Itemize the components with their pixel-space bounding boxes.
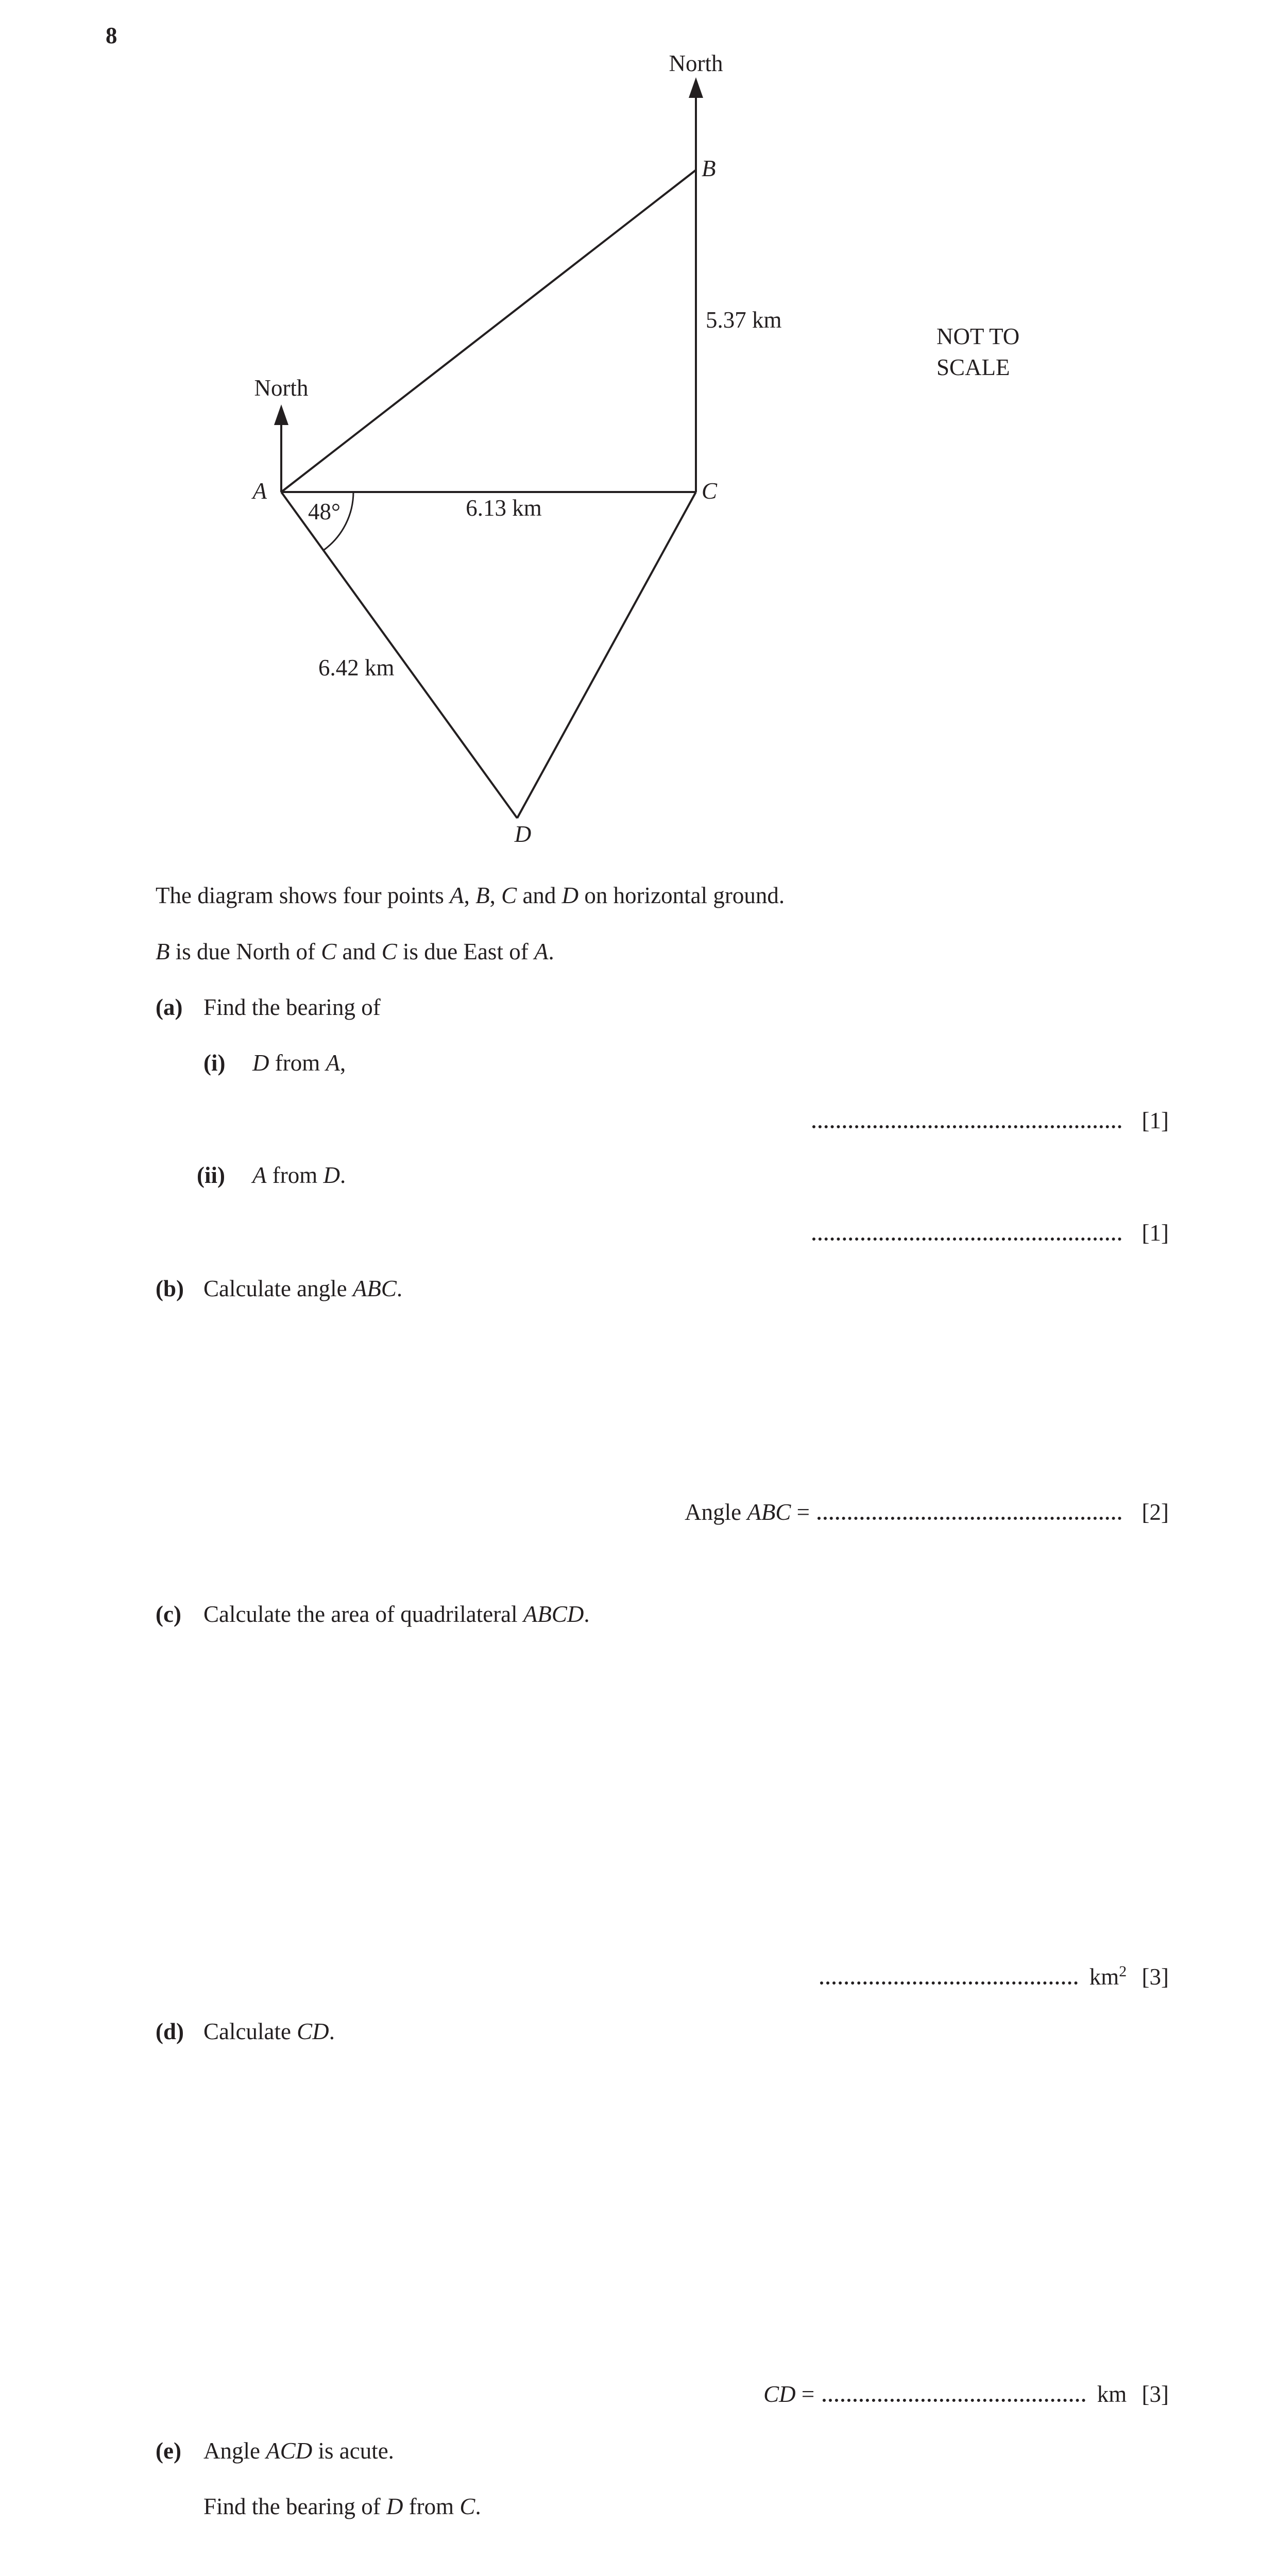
question-b-label: (b) — [156, 1276, 184, 1301]
answer-a-ii — [810, 1220, 1169, 1247]
question-a-i-text: D from A, — [252, 1050, 346, 1076]
length-label-ac: 6.13 km — [466, 495, 542, 521]
length-label-bc: 5.37 km — [706, 307, 782, 333]
intro-line-2: B is due North of C and C is due East of A. — [156, 939, 554, 964]
question-b-text: Calculate angle ABC. — [203, 1276, 403, 1301]
question-a-ii-text: A from D. — [252, 1162, 346, 1188]
question-e-instruction: Find the bearing of D from C. — [203, 2494, 481, 2519]
question-e-label: (e) — [156, 2438, 181, 2464]
north-label-a: North — [254, 375, 309, 401]
marks-c: [3] — [1141, 1964, 1169, 1990]
north-label-b: North — [669, 50, 723, 76]
answer-b: Angle ABC = [2] — [685, 1499, 1169, 1525]
marks-a-i: [1] — [1141, 1108, 1169, 1133]
intro-line-1: The diagram shows four points A, B, C and D on horizontal ground. — [156, 883, 785, 908]
point-label-d: D — [514, 821, 532, 847]
question-a-text: Find the bearing of — [203, 994, 381, 1020]
line-ad — [281, 492, 517, 818]
angle-label: 48° — [308, 499, 340, 524]
answer-c: $km^2$ [3] — [818, 1963, 1169, 1991]
question-a-label: (a) — [156, 994, 183, 1020]
question-a-i-label: (i) — [203, 1050, 226, 1076]
answer-line-d[interactable] — [823, 2394, 1085, 2402]
answer-line-c[interactable] — [820, 1976, 1078, 1985]
marks-a-ii: [1] — [1141, 1220, 1169, 1246]
answer-line-a-ii[interactable] — [812, 1232, 1121, 1241]
length-label-ad: 6.42 km — [318, 655, 395, 681]
question-e-text: Angle ACD is acute. — [203, 2438, 394, 2464]
answer-d: CD = km [3] — [763, 2381, 1169, 2407]
question-c-label: (c) — [156, 1601, 181, 1627]
question-d-text: Calculate CD. — [203, 2019, 335, 2044]
point-label-b: B — [702, 156, 716, 181]
question-d-label: (d) — [156, 2019, 184, 2044]
not-to-scale-line1: NOT TO — [936, 324, 1020, 349]
line-cd — [517, 492, 696, 818]
question-a-ii-label: (ii) — [197, 1162, 225, 1188]
answer-a-i — [810, 1108, 1169, 1134]
not-to-scale-line2: SCALE — [936, 354, 1010, 380]
north-arrowhead-b — [689, 77, 703, 98]
line-ab — [281, 170, 696, 492]
marks-b: [2] — [1141, 1499, 1169, 1525]
answer-line-b[interactable] — [817, 1512, 1121, 1520]
question-c-text: Calculate the area of quadrilateral ABCD. — [203, 1601, 590, 1627]
north-arrowhead-a — [274, 404, 288, 425]
point-label-a: A — [252, 478, 267, 504]
geometry-diagram — [0, 0, 1278, 866]
answer-line-a-i[interactable] — [812, 1120, 1121, 1128]
page-number: 8 — [106, 23, 117, 48]
point-label-c: C — [702, 478, 718, 504]
marks-d: [3] — [1141, 2381, 1169, 2407]
